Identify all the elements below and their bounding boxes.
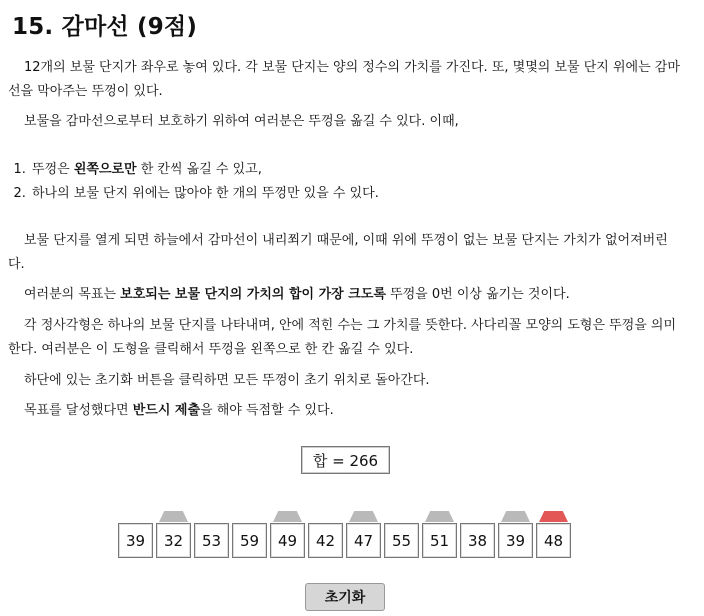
treasure-pot: 53 [194,523,229,558]
pot-cell [460,511,495,561]
pot-cell [346,511,381,561]
description-paragraph-3: 보물 단지를 열게 되면 하늘에서 감마선이 내리쬐기 때문에, 이때 위에 뚜껑이 없는 보물 단지는 가치가 없어져버린다. [8,233,668,272]
rules-list [8,158,379,206]
treasure-pot: 38 [460,523,495,558]
description-paragraph-7: 목표를 달성했다면 반드시 제출을 해야 득점할 수 있다. [24,403,334,418]
treasure-pot: 48 [536,523,571,558]
pot-cell [384,511,419,561]
treasure-pot: 42 [308,523,343,558]
treasure-pot: 39 [118,523,153,558]
problem-title: 15. 감마선 (9점) [12,14,198,40]
lid[interactable] [425,511,454,522]
treasure-pot: 59 [232,523,267,558]
treasure-pot: 39 [498,523,533,558]
pot-cell [118,511,153,561]
pot-cell [308,511,343,561]
reset-button[interactable]: 초기화 [305,583,385,611]
pot-cell [422,511,457,561]
rule-item-2: 2. 하나의 보물 단지 위에는 많아야 한 개의 뚜껑만 있을 수 있다. [30,182,379,206]
treasure-pot: 32 [156,523,191,558]
description-paragraph-4: 여러분의 목표는 보호되는 보물 단지의 가치의 합이 가장 크도록 뚜껑을 0번 이상 옮기는 것이다. [24,287,570,302]
description-paragraph-2: 보물을 감마선으로부터 보호하기 위하여 여러분은 뚜껑을 옮길 수 있다. 이때, [24,114,459,129]
description-paragraph-6: 하단에 있는 초기화 버튼을 클릭하면 모든 뚜껑이 초기 위치로 돌아간다. [24,373,430,388]
treasure-pot: 55 [384,523,419,558]
description-paragraph-1: 12개의 보물 단지가 좌우로 놓여 있다. 각 보물 단지는 양의 정수의 가치를 가진다. 또, 몇몇의 보물 단지 위에는 감마선을 막아주는 뚜껑이 있다. [8,60,680,99]
pot-cell [232,511,267,561]
treasure-pot: 51 [422,523,457,558]
pot-cell [194,511,229,561]
lid[interactable] [159,511,188,522]
sum-display: 합 = 266 [301,446,390,474]
lid-selected[interactable] [539,511,568,522]
description-paragraph-5: 각 정사각형은 하나의 보물 단지를 나타내며, 안에 적힌 수는 그 가치를 뜻한다. 사다리꼴 모양의 도형은 뚜껑을 의미한다. 여러분은 이 도형을 클릭해서 뚜껑을 왼쪽으로 한 칸 옮길 수 있다. [8,318,677,357]
lid[interactable] [501,511,530,522]
rule-item-1: 1. 뚜껑은 왼쪽으로만 한 칸씩 옮길 수 있고, [30,158,379,182]
pot-cell [498,511,533,561]
treasure-pot: 49 [270,523,305,558]
treasure-board [118,511,571,561]
pot-cell [536,511,571,561]
lid[interactable] [273,511,302,522]
lid[interactable] [349,511,378,522]
treasure-pot: 47 [346,523,381,558]
pot-cell [270,511,305,561]
pot-cell [156,511,191,561]
